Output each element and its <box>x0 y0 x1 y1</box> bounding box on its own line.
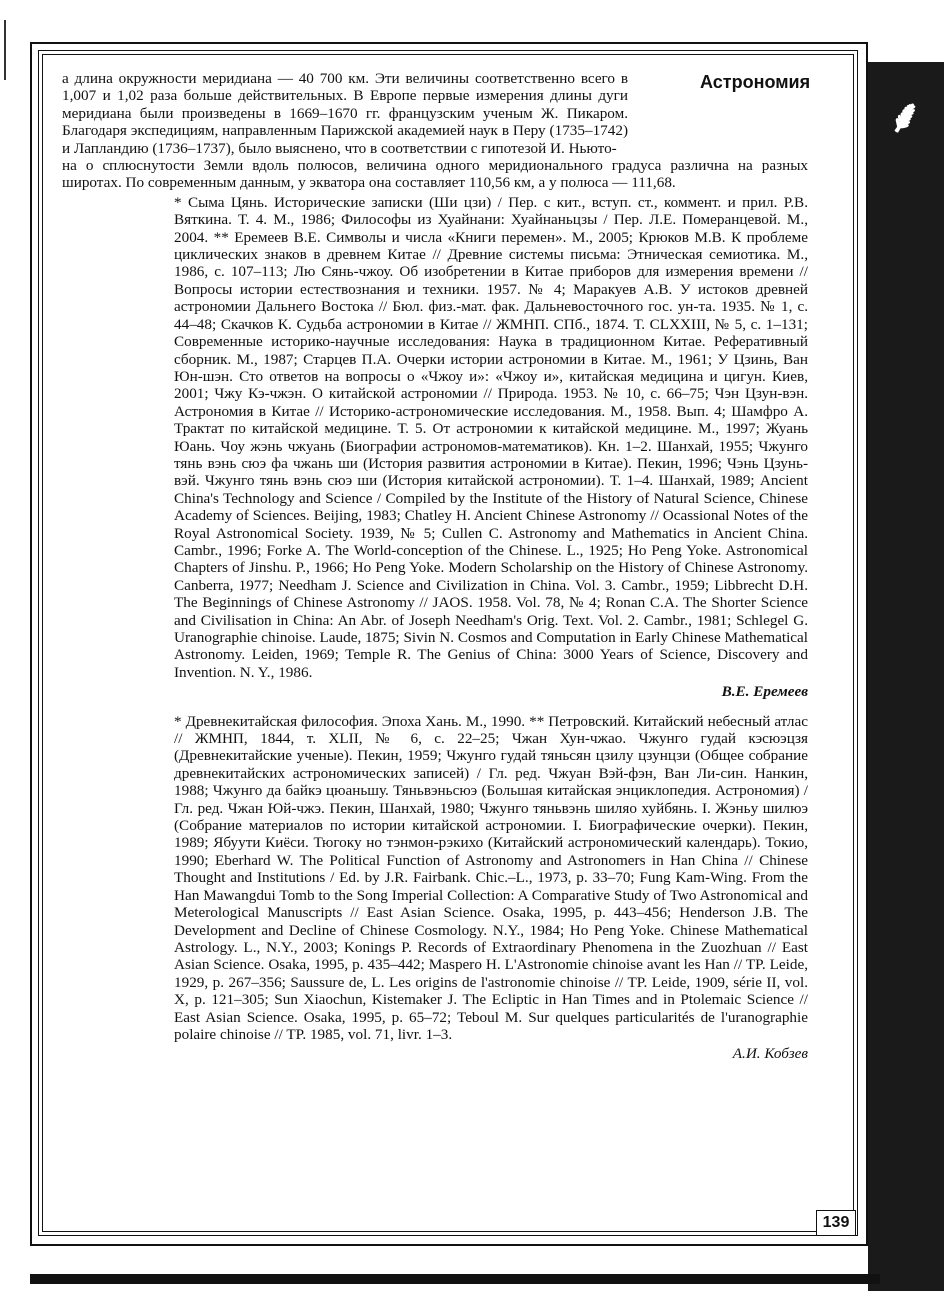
bibliography-text-2: * Древнекитайская философия. Эпоха Хань. М., 1990. ** Петровский. Китайский небесный атлас // ЖМНП, 1844, т. XLII, № 6, с. 22–25; Чжан Хун-чжао. Чжунго гудай кэсюэцзя (Древнекитайские ученые). Пекин, 1959; Чжунго гудай тяньсян цзилу цзунцзи (Общее собрание древнекитайских астрономических записей) / Гл. ред. Чжуан Вэй-фэн, Ван Ли-син. Нанкин, 1988; Чжунго да байкэ цюаньшу. Тяньвэньсюэ (Большая китайская энциклопедия. Астрономия) / Гл. ред. Чжан Юй-чжэ. Пекин, Шанхай, 1980; Чжунго тяньвэнь шиляо хуйбянь. I. Жэньу шилюэ (Собрание материалов по истории китайской астрономии. I. Биографические очерки). Пекин, 1989; Ябуути Киёси. Тюгоку но тэнмон-рэкихо (Китайский астрономический календарь). Токио, 1990; Eberhard W. The Political Function of Astronomy and Astronomers in Han China // Chinese Thought and Institutions / Ed. by J.R. Fairbank. Chic.–L., 1973, p. 33–70; Fung Kam-Wing. From the Han Mawangdui Tomb to the Song Imperial Collection: A Comparative Study of Two Astronomical and Meterological Manuscripts // East Asian Science. Osaka, 1995, p. 443–456; Henderson J.B. The Development and Decline of Chinese Cosmology. N.Y., 1984; Ho Peng Yoke. Chinese Mathematical Astrology. L., N.Y., 2003; Konings P. Records of Extraordinary Phenomena in the Zuozhuan // East Asian Science. Osaka, 1995, p. 435–442; Maspero H. L'Astronomie chinoise avant les Han // TP. Leide, 1929, p. 267–356; Saussure de, L. Les origins de l'astronomie chinoise // TP. Leide, 1909, série II, vol. X, p. 121–305; Sun Xiaochun, Kistemaker J. The Ecliptic in Han Times and in Ptolemaic Science // East Asian Science. Osaka, 1995, p. 65–72; Teboul M. Sur quelques particularités de l'uranographie polaire chinoise // TP. 1985, vol. 71, livr. 1–3. <box>174 712 808 1043</box>
article-body <box>62 70 811 1063</box>
bottom-rule <box>30 1274 880 1284</box>
bibliography-text-1: * Сыма Цянь. Исторические записки (Ши цзи) / Пер. с кит., вступ. ст., коммент. и прил. Р.В. Вяткина. Т. 4. М., 1986; Философы из Хуайнани: Хуайнаньцзы / Пер. Л.Е. Померанцевой. М., 2004. ** Еремеев В.Е. Символы и числа «Книги перемен». М., 2005; Крюков М.В. К проблеме циклических знаков в древнем Китае // Древние системы письма: Этническая семиотика. М., 1986, с. 107–113; Лю Сянь-чжоу. Об изобретении в Китае приборов для измерения времени // Вопросы истории естествознания и техники. 1957. № 4; Маракуев А.В. У истоков древней астрономии Дальнего Востока // Бюл. физ.-мат. фак. Дальневосточного гос. ун-та. 1935. № 1, с. 44–48; Скачков К. Судьба астрономии в Китае // ЖМНП. СПб., 1874. Т. CLXXIII, № 5, с. 1–131; Современные историко-научные исследования: Наука в традиционном Китае. Реферативный сборник. М., 1987; Старцев П.А. Очерки истории астрономии в Китае. М., 1961; У Цзинь, Ван Юн-шэн. Сто ответов на вопросы о «Чжоу и»: «Чжоу и», китайская медицина и цигун. Киев, 2001; Чжу Кэ-чжэн. О китайской астрономии // Природа. 1953. № 10, с. 66–75; Чэн Цзун-вэн. Астрономия в Китае // Историко-астрономические исследования. М., 1958. Вып. 4; Шамфро А. Трактат по китайской медицине. Т. 5. От астрономии к китайской медицине. М., 1997; Жуань Юань. Чоу жэнь чжуань (Биографии астрономов-математиков). Кн. 1–2. Шанхай, 1955; Чжунго тянь вэнь сюэ фа чжань ши (История развития астрономии в Китае). Пекин, 1996; Чэнь Цзунь-вэй. Чжунго тянь вэнь сюэ ши (История китайской астрономии). Т. 1–4. Шанхай, 1989; Ancient China's Technology and Science / Compiled by the Institute of the History of Natural Science, Chinese Academy of Sciences. Beijing, 1983; Chatley H. Ancient Chinese Astronomy // Ocassional Notes of the Royal Astronomical Society. 1939, № 5; Cullen C. Astronomy and Mathematics in Ancient China. Cambr., 1996; Forke A. The World-conception of the Chinese. L., 1925; Ho Peng Yoke. Astronomical Chapters of Jinshu. P., 1966; Ho Peng Yoke. Modern Scholarship on the History of Chinese Astronomy. Canberra, 1977; Needham J. Science and Civilization in China. Vol. 3. Cambr., 1959; Libbrecht D.H. The Beginnings of Chinese Astronomy // JAOS. 1958. Vol. 78, № 4; Ronan C.A. The Shorter Science and Civilisation in China: An Abr. of Joseph Needham's Orig. Text. Vol. 2. Cambr., 1981; Schlegel G. Uranographie chinoise. Laude, 1875; Sivin N. Cosmos and Computation in Early Chinese Mathematical Astronomy. Leiden, 1969; Temple R. The Genius of China: 3000 Years of Science, Discovery and Invention. N. Y., 1986. <box>174 193 808 681</box>
page-number: 139 <box>816 1210 856 1236</box>
paragraph-narrow: а длина окружности меридиана — 40 700 км. Эти величины соответственно всего в 1,007 и 1,02 раза больше действительных. В Европе первые измерения длины дуги меридиана были произведены в 1669–1670 гг. французским ученым Ж. Пикаром. Благодаря экспедициям, направленным Парижской академией наук в Перу (1735–1742) и Лапландию (1736–1737), было выяснено, что в соответствии с гипотезой И. Ньюто- <box>62 70 628 157</box>
section-title: Астрономия <box>700 72 811 92</box>
feather-tab-icon: ⸙ <box>887 89 923 143</box>
author-signature-1: В.Е. Еремеев <box>721 683 808 701</box>
paragraph-full: на о сплюснутости Земли вдоль полюсов, величина одного меридионального градуса различна на разных широтах. По современным данным, у экватора она составляет 110,56 км, а у полюса — 111,68. <box>62 157 808 192</box>
bibliography-block-1 <box>174 194 808 1063</box>
scan-edge-mark <box>4 20 6 80</box>
chapter-side-strip <box>866 62 944 1291</box>
author-signature-2: А.И. Кобзев <box>732 1045 808 1063</box>
